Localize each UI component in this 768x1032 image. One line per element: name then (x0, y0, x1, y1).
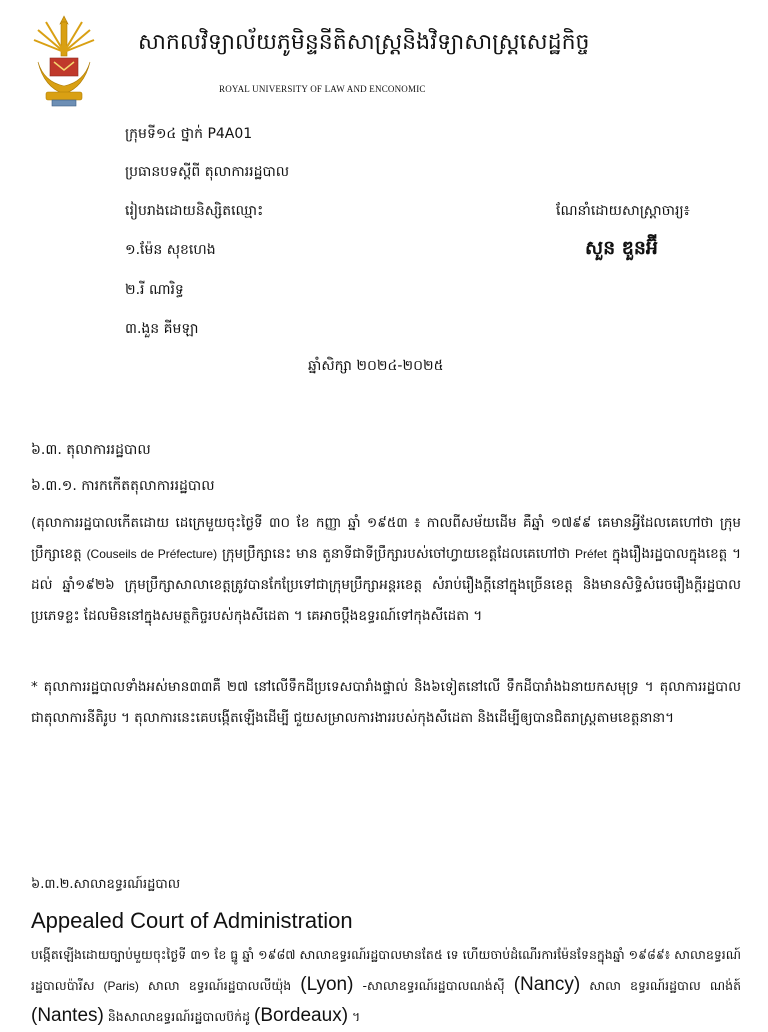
academic-year: ឆ្នាំសិក្សា ២០២៤-២០២៥ (308, 358, 444, 374)
heading-6-3-1: ៦.៣.១. ការកកើតតុលាការរដ្ឋបាល (31, 478, 215, 494)
advisor-name: សួន ឌួនអ៊ី (585, 237, 658, 259)
student-2: ២.រី ណារិទ្ធ (125, 282, 184, 298)
advisor-label: ណែនាំដោយសាស្ត្រាចារ្យ៖ (556, 203, 690, 219)
paragraph-appeal-courts: បង្កើតឡើងដោយច្បាប់មួយចុះថ្ងៃទី ៣១ ខែ ធ្នូ ឆ្នាំ ១៩៨៧ សាលាឧទ្ធរណ៍រដ្ឋបាលមានតែ៥ ទេ ហើយចាប់ដំណើរការម៉ែនទែនក្នុងឆ្នាំ ១៩៨៩៖ សាលាឧទ្ធរណ៍រដ្ឋបាលប៉ារីស (Paris) សាលា ឧទ្ធរណ៍រដ្ឋបាលលីយ៉ុង (Lyon) -សាលាឧទ្ធរណ៍រដ្ឋបាលណង់ស៊ី (Nancy) សាលា ឧទ្ធរណ៍រដ្ឋបាល ណង់ត៍ (Nantes) និងសាលាឧទ្ធរណ៍រដ្ឋបាលប៊ក់ដូ (Bordeaux) ។ (31, 947, 742, 1026)
heading-6-3-2: ៦.៣.២.សាលាឧទ្ធរណ៍រដ្ឋបាល (31, 877, 181, 892)
university-crest-icon (24, 12, 104, 108)
group-class: ក្រុមទី១៤ ថ្នាក់ P4A01 (125, 126, 253, 142)
paragraph-courts-count: * តុលាការរដ្ឋបាលទាំងអស់មាន៣៣គឺ ២៧ នៅលើទឹកដីប្រទេសបារាំងផ្ទាល់ និង៦ទៀតនៅលើ ទឹកដីបារាំងឯនាយកសមុទ្រ ។ តុលាការរដ្ឋបាលជាតុលាការនីតិរូប ។ តុលាការនេះគេបង្កើតឡើងដើម្បី ជួយសម្រាលការងាររបស់កុងសីដេតា និងដើម្បីឲ្យបានជិតរាស្ត្រតាមខេត្តនានា។ (31, 679, 741, 726)
topic: ប្រធានបទស្តីពី តុលាការរដ្ឋបាល (125, 164, 290, 180)
paragraph-origin: (តុលាការរដ្ឋបាលកើតដោយ ដេក្រេមួយចុះថ្ងៃទី ៣០ ខែ កញ្ញា ឆ្នាំ ១៩៥៣ ៖ កាលពីសម័យដើម គឺឆ្នាំ ១៧៩៩ គេមានអ្វីដែលគេហៅថា ក្រុមប្រឹក្សាខេត្ត (Couseils de Préfecture) ក្រុមប្រឹក្សានេះ មាន តួនាទីជាទីប្រឹក្សារបស់ចៅហ្វាយខេត្តដែលគេហៅថា Préfet ក្នុងរឿងរដ្ឋបាលក្នុងខេត្ត ។ ដល់ ឆ្នាំ១៩២៦ ក្រុមប្រឹក្សាសាលាខេត្តត្រូវបានកែប្រែទៅជាក្រុមប្រឹក្សាអន្តរខេត្ត សំរាប់រឿងក្តីនៅក្នុងច្រើនខេត្ត និងមានសិទ្ធិសំរេចរឿងក្តីរដ្ឋបាលប្រភេទខ្លះ ដែលមិននៅក្នុងសមត្ថកិច្ចរបស់កុងសីដេតា ។ គេអាចប្តឹងឧទ្ធរណ៍ទៅកុងសីដេតា ។ (31, 515, 742, 624)
heading-6-3: ៦.៣. តុលាការរដ្ឋបាល (31, 442, 151, 458)
student-3: ៣.ងួន គីមឡា (125, 321, 199, 337)
university-name-en: ROYAL UNIVERSITY OF LAW AND ENCONOMIC (219, 84, 426, 94)
student-1: ១.ម៉ែន សុខហេង (125, 242, 216, 258)
prepared-by-label: រៀបរាងដោយនិស្សិតឈ្មោះ (125, 203, 264, 219)
university-name-kh: សាកលវិទ្យាល័យភូមិន្ទនីតិសាស្ត្រនិងវិទ្យាសាស្ត្រសេដ្ឋកិច្ច (138, 30, 590, 55)
section-title: Appealed Court of Administration (31, 908, 353, 933)
